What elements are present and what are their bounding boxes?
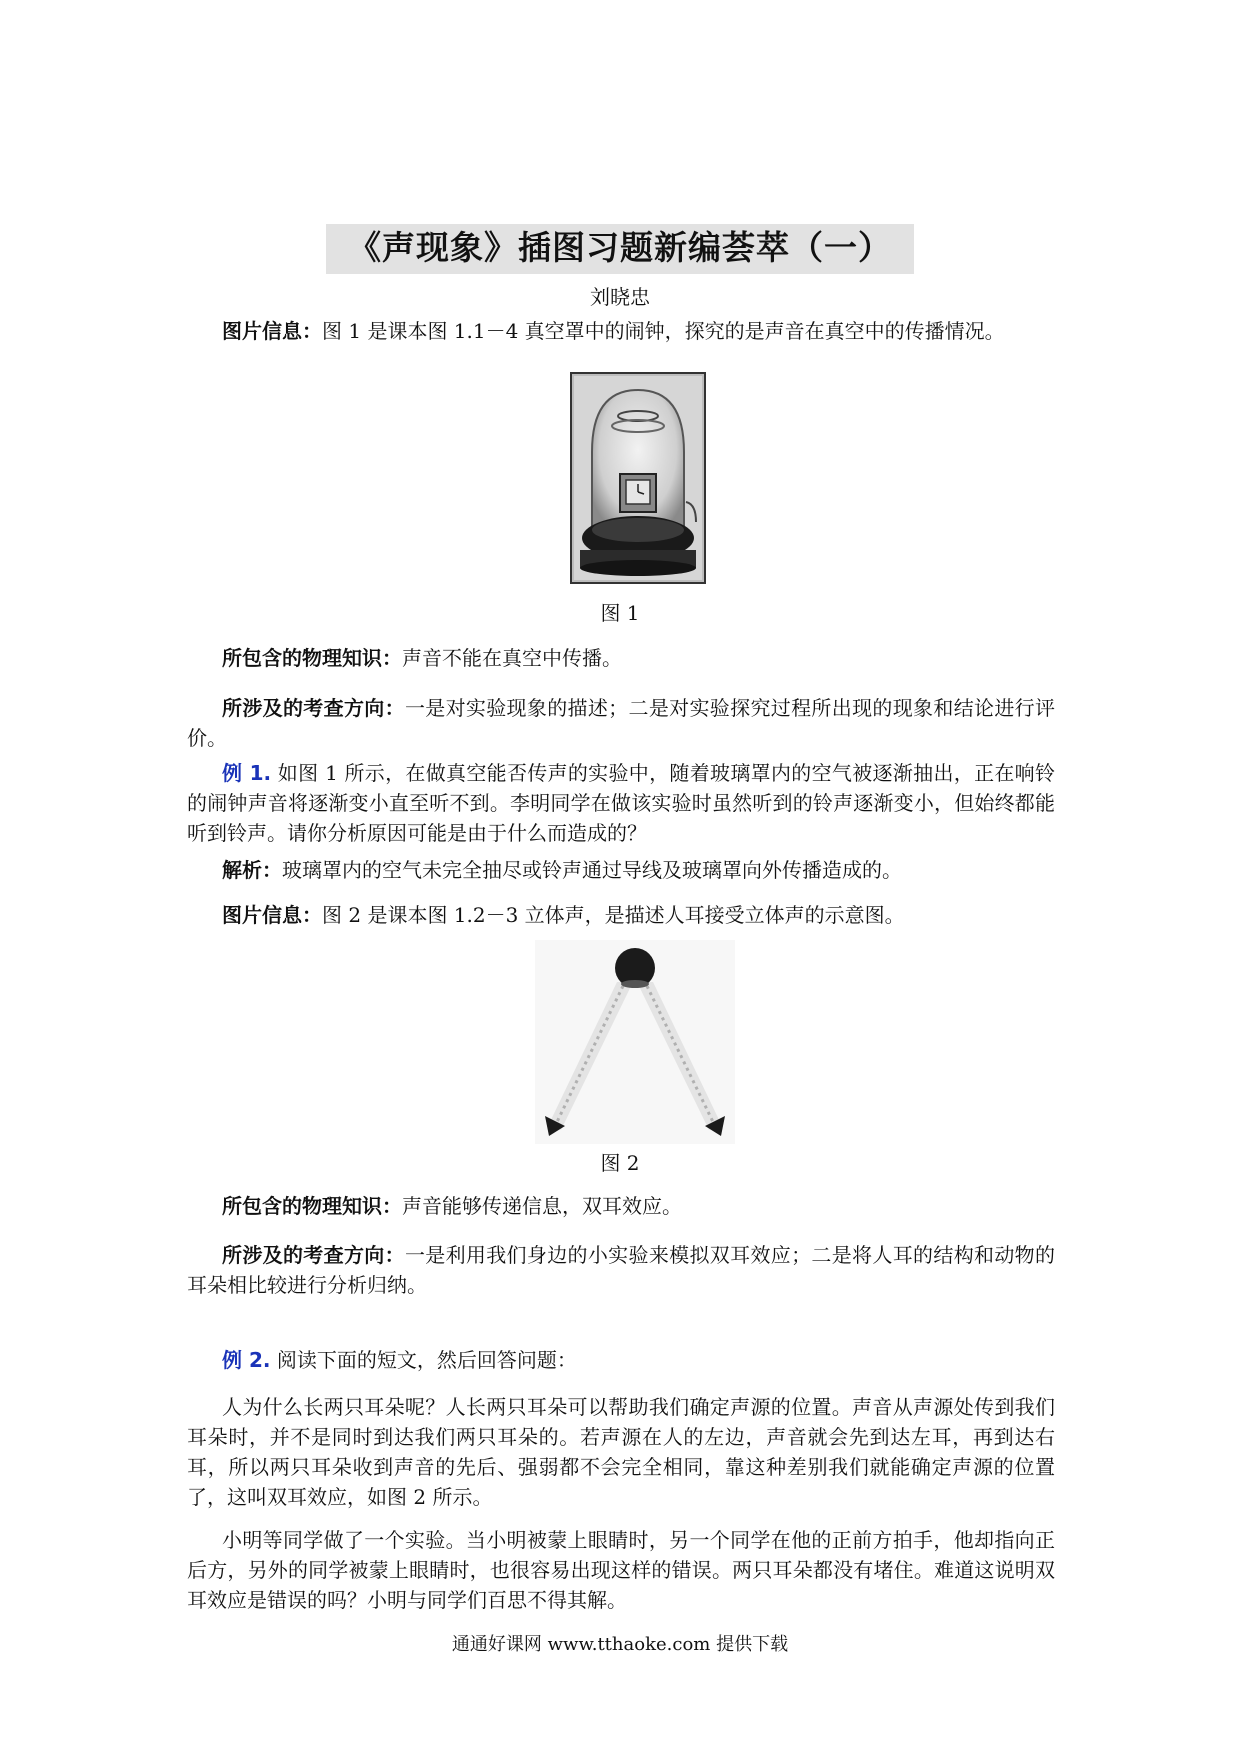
figure2-info-text: 图 2 是课本图 1.2－3 立体声，是描述人耳接受立体声的示意图。 xyxy=(322,903,905,927)
example2-label: 例 2. xyxy=(222,1348,271,1372)
figure1-info-paragraph xyxy=(187,316,1055,346)
figure1-knowledge-text: 声音不能在真空中传播。 xyxy=(402,646,622,670)
figure1-vacuum-bell-jar-image xyxy=(570,372,706,584)
figure2-info-label: 图片信息： xyxy=(222,903,322,927)
example2-text: 阅读下面的短文，然后回答问题： xyxy=(276,1348,577,1372)
figure1-info-label: 图片信息： xyxy=(222,319,322,343)
figure1-knowledge-label: 所包含的物理知识： xyxy=(222,646,402,670)
figure2-direction-text: 一是利用我们身边的小实验来模拟双耳效应；二是将人耳的结构和动物的耳朵相比较进行分析归纳。 xyxy=(187,1243,1056,1297)
page-footer: 通通好课网 www.tthaoke.com 提供下载 xyxy=(451,1634,789,1655)
document-title: 《声现象》插图习题新编荟萃（一） xyxy=(326,224,914,274)
figure1-direction-text: 一是对实验现象的描述；二是对实验探究过程所出现的现象和结论进行评价。 xyxy=(187,696,1056,750)
example2-paragraph xyxy=(187,1345,1055,1375)
title-block xyxy=(0,224,1240,274)
analysis1-text: 玻璃罩内的空气未完全抽尽或铃声通过导线及玻璃罩向外传播造成的。 xyxy=(282,858,902,882)
analysis1-label: 解析： xyxy=(222,858,282,882)
figure1-info-text: 图 1 是课本图 1.1－4 真空罩中的闹钟，探究的是声音在真空中的传播情况。 xyxy=(322,319,1005,343)
example1-label: 例 1. xyxy=(222,761,272,785)
analysis1-paragraph xyxy=(187,855,1055,885)
figure2-knowledge-text: 声音能够传递信息，双耳效应。 xyxy=(402,1194,682,1218)
figure2-info-paragraph xyxy=(187,900,1055,930)
author-name: 刘晓忠 xyxy=(590,285,650,309)
figure1-direction-label: 所涉及的考查方向： xyxy=(222,696,405,720)
example2-passage-1: 人为什么长两只耳朵呢？人长两只耳朵可以帮助我们确定声源的位置。声音从声源处传到我们耳朵时，并不是同时到达我们两只耳朵的。若声源在人的左边，声音就会先到达左耳，再到达右耳，所以两只耳朵收到声音的先后、强弱都不会完全相同，靠这种差别我们就能确定声源的位置了，这叫双耳效应，如图 2 所示。 xyxy=(187,1395,1055,1509)
figure2-knowledge-label: 所包含的物理知识： xyxy=(222,1194,402,1218)
figure2-direction-paragraph xyxy=(187,1240,1055,1300)
example1-text: 如图 1 所示，在做真空能否传声的实验中，随着玻璃罩内的空气被逐渐抽出，正在响铃的闹钟声音将逐渐变小直至听不到。李明同学在做该实验时虽然听到的铃声逐渐变小，但始终都能听到铃声。请你分析原因可能是由于什么而造成的？ xyxy=(187,761,1055,845)
example1-paragraph xyxy=(187,758,1055,848)
figure2-direction-label: 所涉及的考查方向： xyxy=(222,1243,405,1267)
figure2-caption: 图 2 xyxy=(600,1151,640,1175)
figure1-knowledge-paragraph xyxy=(187,643,1055,673)
figure2-stereo-diagram-image xyxy=(535,940,735,1144)
figure1-caption: 图 1 xyxy=(600,601,640,625)
figure2-knowledge-paragraph xyxy=(187,1191,1055,1221)
example2-passage-2: 小明等同学做了一个实验。当小明被蒙上眼睛时，另一个同学在他的正前方拍手，他却指向正后方，另外的同学被蒙上眼睛时，也很容易出现这样的错误。两只耳朵都没有堵住。难道这说明双耳效应是错误的吗？小明与同学们百思不得其解。 xyxy=(187,1528,1055,1612)
figure1-direction-paragraph xyxy=(187,693,1055,753)
